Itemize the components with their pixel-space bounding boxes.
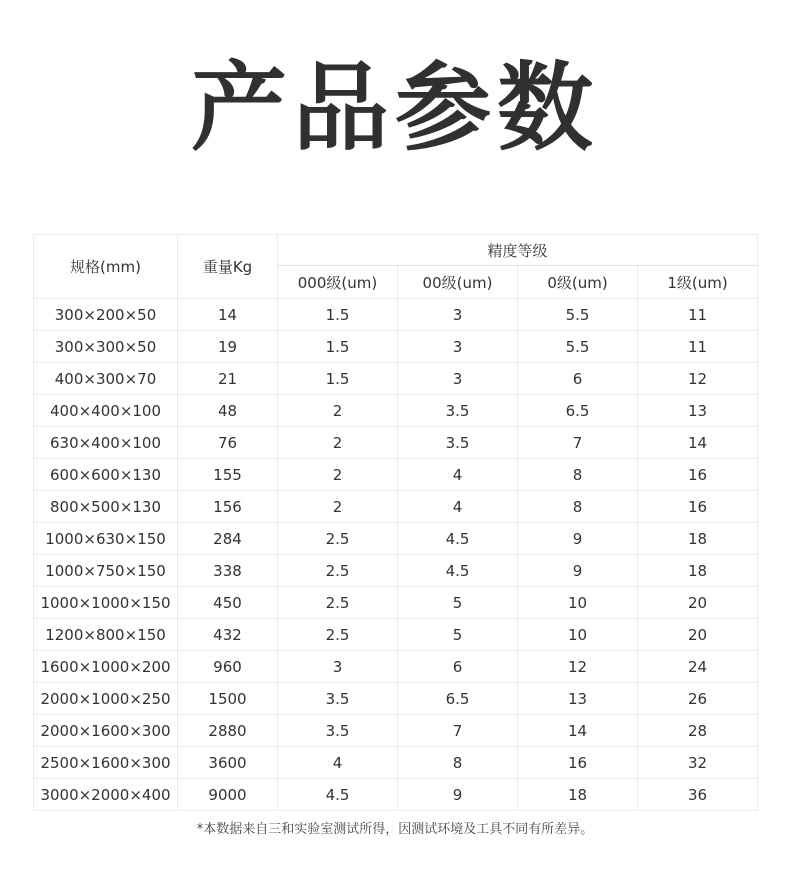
cell-grade-0: 8 — [518, 459, 638, 491]
cell-grade-00: 4.5 — [398, 555, 518, 587]
cell-spec: 300×300×50 — [34, 331, 178, 363]
cell-weight: 960 — [178, 651, 278, 683]
cell-weight: 48 — [178, 395, 278, 427]
table-row — [34, 491, 758, 523]
table-row — [34, 747, 758, 779]
cell-grade-0: 10 — [518, 587, 638, 619]
cell-grade-00: 3.5 — [398, 395, 518, 427]
header-spec: 规格(mm) — [34, 235, 178, 299]
cell-grade-000: 1.5 — [278, 331, 398, 363]
cell-spec: 2000×1600×300 — [34, 715, 178, 747]
cell-spec: 2500×1600×300 — [34, 747, 178, 779]
cell-grade-000: 1.5 — [278, 299, 398, 331]
table-row — [34, 619, 758, 651]
cell-weight: 338 — [178, 555, 278, 587]
cell-grade-00: 3.5 — [398, 427, 518, 459]
table-row — [34, 715, 758, 747]
cell-grade-0: 6.5 — [518, 395, 638, 427]
cell-grade-1: 26 — [638, 683, 758, 715]
cell-grade-0: 8 — [518, 491, 638, 523]
cell-grade-1: 20 — [638, 619, 758, 651]
cell-grade-1: 24 — [638, 651, 758, 683]
cell-grade-1: 36 — [638, 779, 758, 811]
cell-grade-000: 2 — [278, 491, 398, 523]
cell-grade-00: 3 — [398, 363, 518, 395]
cell-grade-1: 13 — [638, 395, 758, 427]
cell-grade-00: 9 — [398, 779, 518, 811]
cell-grade-0: 18 — [518, 779, 638, 811]
cell-grade-1: 16 — [638, 459, 758, 491]
cell-grade-000: 3.5 — [278, 715, 398, 747]
cell-spec: 400×300×70 — [34, 363, 178, 395]
cell-grade-1: 28 — [638, 715, 758, 747]
cell-grade-000: 2.5 — [278, 619, 398, 651]
cell-grade-1: 18 — [638, 523, 758, 555]
cell-grade-000: 4.5 — [278, 779, 398, 811]
header-grade-00: 00级(um) — [398, 266, 518, 299]
header-grade-0: 0级(um) — [518, 266, 638, 299]
table-row — [34, 427, 758, 459]
cell-spec: 1600×1000×200 — [34, 651, 178, 683]
table-row — [34, 363, 758, 395]
table-body — [34, 299, 758, 811]
cell-grade-000: 2.5 — [278, 587, 398, 619]
cell-weight: 1500 — [178, 683, 278, 715]
cell-spec: 400×400×100 — [34, 395, 178, 427]
table-row — [34, 459, 758, 491]
cell-grade-00: 3 — [398, 331, 518, 363]
header-grade-1: 1级(um) — [638, 266, 758, 299]
cell-grade-00: 5 — [398, 587, 518, 619]
cell-weight: 19 — [178, 331, 278, 363]
page-title: 产品参数 — [191, 52, 599, 164]
table-row — [34, 523, 758, 555]
cell-grade-000: 4 — [278, 747, 398, 779]
table-row — [34, 395, 758, 427]
table-row — [34, 779, 758, 811]
parameter-table — [33, 234, 758, 811]
cell-grade-00: 6 — [398, 651, 518, 683]
cell-grade-0: 9 — [518, 555, 638, 587]
cell-spec: 630×400×100 — [34, 427, 178, 459]
cell-grade-000: 2 — [278, 427, 398, 459]
cell-grade-000: 2 — [278, 395, 398, 427]
header-grade-group: 精度等级 — [278, 235, 758, 266]
cell-grade-000: 2 — [278, 459, 398, 491]
cell-grade-1: 18 — [638, 555, 758, 587]
cell-weight: 9000 — [178, 779, 278, 811]
cell-grade-0: 6 — [518, 363, 638, 395]
cell-grade-000: 2.5 — [278, 555, 398, 587]
cell-grade-0: 7 — [518, 427, 638, 459]
cell-grade-1: 16 — [638, 491, 758, 523]
cell-grade-1: 12 — [638, 363, 758, 395]
cell-grade-000: 2.5 — [278, 523, 398, 555]
cell-grade-00: 4 — [398, 459, 518, 491]
cell-spec: 3000×2000×400 — [34, 779, 178, 811]
cell-weight: 432 — [178, 619, 278, 651]
cell-grade-1: 32 — [638, 747, 758, 779]
cell-grade-00: 6.5 — [398, 683, 518, 715]
cell-grade-000: 3.5 — [278, 683, 398, 715]
cell-weight: 21 — [178, 363, 278, 395]
cell-grade-00: 5 — [398, 619, 518, 651]
cell-weight: 2880 — [178, 715, 278, 747]
cell-grade-00: 4.5 — [398, 523, 518, 555]
header-grade-000: 000级(um) — [278, 266, 398, 299]
cell-weight: 156 — [178, 491, 278, 523]
footnote: *本数据来自三和实验室测试所得，因测试环境及工具不同有所差异。 — [196, 822, 594, 837]
cell-grade-0: 5.5 — [518, 299, 638, 331]
cell-weight: 3600 — [178, 747, 278, 779]
cell-spec: 2000×1000×250 — [34, 683, 178, 715]
table-row — [34, 651, 758, 683]
cell-grade-1: 14 — [638, 427, 758, 459]
table-row — [34, 555, 758, 587]
cell-weight: 450 — [178, 587, 278, 619]
cell-weight: 14 — [178, 299, 278, 331]
cell-grade-0: 13 — [518, 683, 638, 715]
cell-weight: 155 — [178, 459, 278, 491]
cell-grade-00: 3 — [398, 299, 518, 331]
cell-grade-1: 11 — [638, 299, 758, 331]
table-row — [34, 331, 758, 363]
cell-grade-00: 8 — [398, 747, 518, 779]
cell-grade-1: 11 — [638, 331, 758, 363]
table-header-row — [34, 235, 758, 266]
cell-grade-1: 20 — [638, 587, 758, 619]
cell-grade-00: 4 — [398, 491, 518, 523]
header-weight: 重量Kg — [178, 235, 278, 299]
cell-grade-000: 3 — [278, 651, 398, 683]
cell-grade-0: 12 — [518, 651, 638, 683]
cell-spec: 1000×1000×150 — [34, 587, 178, 619]
cell-spec: 1200×800×150 — [34, 619, 178, 651]
cell-grade-000: 1.5 — [278, 363, 398, 395]
cell-spec: 300×200×50 — [34, 299, 178, 331]
cell-spec: 1000×630×150 — [34, 523, 178, 555]
cell-grade-00: 7 — [398, 715, 518, 747]
cell-spec: 1000×750×150 — [34, 555, 178, 587]
cell-spec: 800×500×130 — [34, 491, 178, 523]
cell-grade-0: 10 — [518, 619, 638, 651]
cell-weight: 76 — [178, 427, 278, 459]
cell-grade-0: 5.5 — [518, 331, 638, 363]
cell-weight: 284 — [178, 523, 278, 555]
table-row — [34, 299, 758, 331]
cell-spec: 600×600×130 — [34, 459, 178, 491]
table-row — [34, 683, 758, 715]
cell-grade-0: 9 — [518, 523, 638, 555]
cell-grade-0: 16 — [518, 747, 638, 779]
cell-grade-0: 14 — [518, 715, 638, 747]
table-row — [34, 587, 758, 619]
